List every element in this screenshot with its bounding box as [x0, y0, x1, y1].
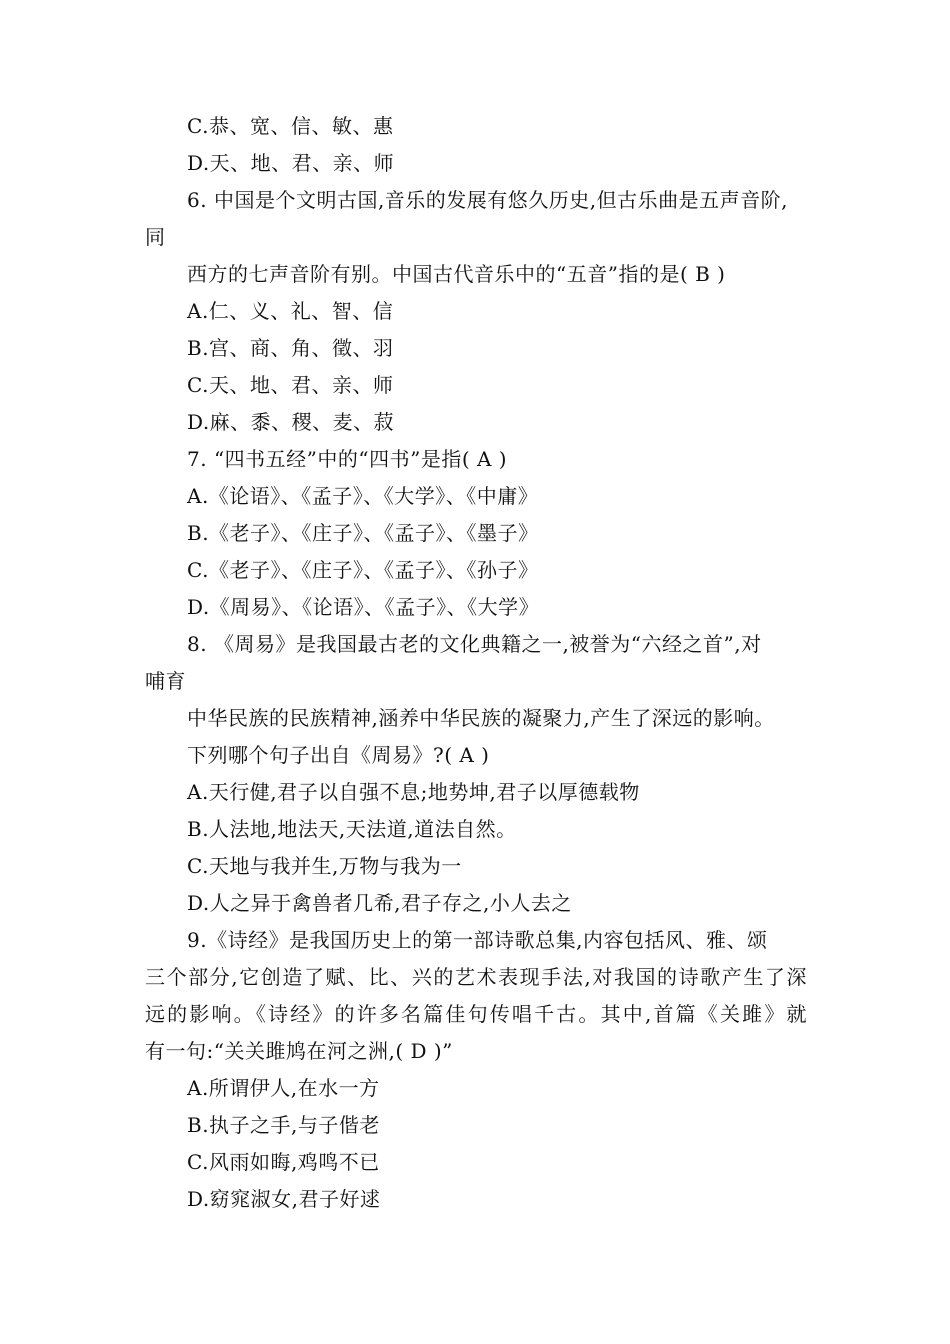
question-6-line-2: 同 [145, 225, 166, 249]
option-7c: C.《老子》、《庄子》、《孟子》、《孙子》 [187, 558, 539, 582]
question-8-line-3: 中华民族的民族精神,涵养中华民族的凝聚力,产生了深远的影响。 [187, 706, 775, 730]
question-8-line-2: 哺育 [145, 669, 186, 693]
option-5d: D.天、地、君、亲、师 [187, 151, 395, 175]
question-9-line-1: 9.《诗经》是我国历史上的第一部诗歌总集,内容包括风、雅、颂 [187, 928, 768, 952]
option-7d: D.《周易》、《论语》、《孟子》、《大学》 [187, 595, 540, 619]
question-7: 7. “四书五经”中的“四书”是指( A ) [187, 447, 508, 471]
question-8-line-1: 8. 《周易》是我国最古老的文化典籍之一,被誉为“六经之首”,对 [187, 632, 762, 656]
option-8a: A.天行健,君子以自强不息;地势坤,君子以厚德载物 [187, 780, 640, 804]
option-5c: C.恭、宽、信、敏、惠 [187, 114, 394, 138]
option-8c: C.天地与我并生,万物与我为一 [187, 854, 462, 878]
question-9-line-3: 远的影响。《诗经》的许多名篇佳句传唱千古。其中,首篇《关雎》就 [145, 1002, 807, 1026]
question-6-line-1: 6. 中国是个文明古国,音乐的发展有悠久历史,但古乐曲是五声音阶, [187, 188, 789, 212]
option-6b: B.宫、商、角、徵、羽 [187, 336, 394, 360]
option-8d: D.人之异于禽兽者几希,君子存之,小人去之 [187, 891, 572, 915]
option-8b: B.人法地,地法天,天法道,道法自然。 [187, 817, 517, 841]
option-6d: D.麻、黍、稷、麦、菽 [187, 410, 395, 434]
question-9-line-4: 有一句:“关关雎鸠在河之洲,( D )” [145, 1039, 453, 1063]
option-9d: D.窈窕淑女,君子好逑 [187, 1187, 381, 1211]
option-9c: C.风雨如晦,鸡鸣不已 [187, 1150, 380, 1174]
option-9b: B.执子之手,与子偕老 [187, 1113, 380, 1137]
option-7b: B.《老子》、《庄子》、《孟子》、《墨子》 [187, 521, 539, 545]
question-8-line-4: 下列哪个句子出自《周易》?( A ) [187, 743, 490, 767]
option-9a: A.所谓伊人,在水一方 [187, 1076, 380, 1100]
option-7a: A.《论语》、《孟子》、《大学》、《中庸》 [187, 484, 539, 508]
question-6-line-3: 西方的七声音阶有别。中国古代音乐中的“五音”指的是( B ) [187, 262, 726, 286]
option-6c: C.天、地、君、亲、师 [187, 373, 394, 397]
option-6a: A.仁、义、礼、智、信 [187, 299, 394, 323]
question-9-line-2: 三个部分,它创造了赋、比、兴的艺术表现手法,对我国的诗歌产生了深 [145, 965, 807, 989]
